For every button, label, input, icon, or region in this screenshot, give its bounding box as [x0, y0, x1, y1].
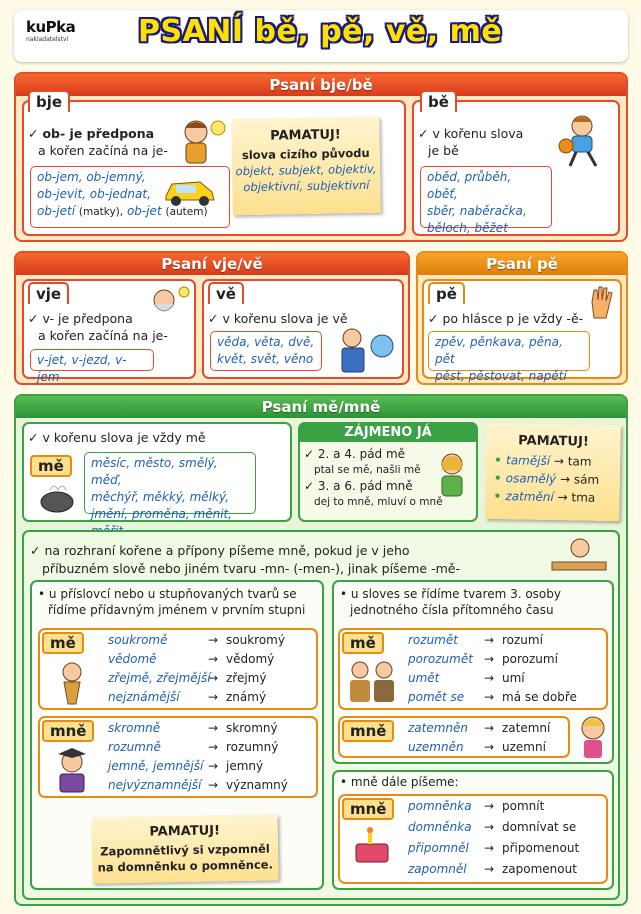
- word-form: rozumět: [408, 633, 458, 647]
- word-form: tamější: [505, 453, 551, 468]
- arrow-icon: →: [553, 490, 572, 505]
- word-form: soukromě: [108, 633, 168, 647]
- word-form: skromně: [108, 721, 161, 735]
- two-old-people-icon: [342, 658, 402, 706]
- note-rows: [485, 451, 620, 507]
- be-example-2: sběr, naběračka,: [427, 204, 527, 218]
- arrow-icon: →: [484, 671, 495, 685]
- arrow-icon: →: [484, 862, 495, 876]
- tab-pe: pě: [428, 282, 465, 304]
- note-line2: objektivní, subjektivní: [243, 177, 370, 195]
- bje-rule-line1: ob- je předpona: [42, 126, 155, 141]
- arrow-icon: →: [208, 721, 219, 735]
- vje-rule-line2: a kořen začíná na je-: [38, 328, 168, 343]
- note-title: PAMATUJ!: [149, 823, 221, 840]
- zajmeno-line2: ptal se mě, našli mě: [314, 464, 421, 476]
- prislovce-intro: • u příslovcí nebo u stupňovaných tvarů se řídíme přídavným jménem v prvním stupni: [38, 587, 306, 617]
- base-form: skromný: [226, 721, 278, 735]
- hand-icon: [586, 284, 616, 320]
- girl-icon: [432, 450, 472, 498]
- base-form: známý: [226, 690, 267, 704]
- note-title: PAMATUJ!: [518, 433, 589, 450]
- section-title: Psaní vje/vě: [16, 253, 408, 275]
- base-form: porozumí: [502, 652, 558, 666]
- tab-be: bě: [420, 90, 457, 112]
- label-dale-mne: mně: [342, 798, 394, 820]
- arrow-icon: →: [208, 671, 219, 685]
- pe-example-1: zpěv, pěnkava, pěna, pět: [435, 335, 563, 366]
- ve-example-2: květ, svět, věno: [217, 352, 314, 366]
- note-line2: na domněnku o pomněnce.: [97, 857, 274, 875]
- note-pamatuj-tamejsi: [485, 423, 621, 521]
- note-row: • osamělý → sám: [493, 470, 600, 487]
- ve-rule: ✓ v kořenu slova je vě: [208, 311, 348, 326]
- base-form: sám: [573, 472, 600, 487]
- word-form: zatemněn: [408, 721, 469, 735]
- be-examples: [420, 166, 552, 235]
- publisher-logo: [26, 18, 96, 54]
- cauldron-icon: [32, 480, 82, 516]
- label-right-me: mě: [342, 632, 384, 654]
- arrow-icon: →: [208, 778, 219, 792]
- note-row: • tamější → tam: [494, 452, 592, 469]
- word-form: domněnka: [408, 820, 472, 834]
- bje-example-3: ob-jetí (matky), ob-jet (autem): [37, 204, 208, 218]
- label-right-mne: mně: [342, 720, 394, 742]
- be-rule: ✓ v kořenu slova je bě: [418, 126, 524, 158]
- tab-ve: vě: [208, 282, 244, 304]
- car-icon: [162, 172, 218, 208]
- word-form: umět: [408, 671, 440, 685]
- rozhrani-line1: na rozhraní kořene a přípony píšeme mně, pokud je v jeho: [44, 543, 410, 558]
- be-rule-line1: v kořenu slova: [432, 126, 524, 141]
- note-pamatuj-foreign: [231, 117, 381, 216]
- word-form: připomněl: [408, 841, 469, 855]
- base-form: tma: [571, 490, 596, 505]
- arrow-icon: →: [484, 841, 495, 855]
- zajmeno-line4: dej to mně, mluví o mně: [314, 496, 443, 508]
- base-form: zřejmý: [226, 671, 267, 685]
- base-form: zapomenout: [502, 862, 577, 876]
- word-form: pomět se: [408, 690, 465, 704]
- base-form: tam: [567, 454, 592, 469]
- word-form: porozumět: [408, 652, 473, 666]
- bje-example-1: ob-jem, ob-jemný,: [37, 170, 146, 184]
- cake-icon: [346, 826, 398, 866]
- word-form: vědomě: [108, 652, 157, 666]
- bje-rule-line2: a kořen začíná na je-: [38, 143, 168, 158]
- arrow-icon: →: [484, 690, 495, 704]
- logo-subtext: nakladatelství: [26, 36, 69, 43]
- be-rule-line2: je bě: [428, 143, 459, 158]
- note-row: • zatmění → tma: [493, 488, 596, 505]
- pe-example-2: pěst, pěstovat, napětí: [435, 369, 567, 383]
- professor-icon: [46, 746, 98, 794]
- tab-bje: bje: [28, 90, 70, 112]
- note-title: PAMATUJ!: [270, 127, 341, 144]
- word-form: uzemněn: [408, 740, 464, 754]
- koren-rule: ✓ v kořenu slova je vždy mě: [28, 430, 206, 445]
- koren-example-3: jmění, proměna, měnit,: [91, 507, 233, 521]
- koren-example-1: měsíc, město, smělý, měď,: [91, 456, 218, 487]
- word-form: zatmění: [505, 489, 554, 505]
- slovesa-intro: • u sloves se řídíme tvarem 3. osoby jednotného čísla přítomného času: [340, 587, 561, 617]
- arrow-icon: →: [208, 690, 219, 704]
- thinking-boy-icon: [176, 114, 228, 166]
- arrow-icon: →: [208, 652, 219, 666]
- bje-rule: ✓ ob- je předpona a kořen začíná na je-: [28, 126, 168, 158]
- vje-rule-line1: v- je předpona: [42, 311, 133, 326]
- arrow-icon: →: [484, 820, 495, 834]
- zajmeno-line1: 2. a 4. pád mě: [317, 447, 406, 461]
- rozhrani-line2: příbuzném slově nebo jiném tvaru -mn- (-men-), jinak píšeme -mě-: [42, 561, 460, 576]
- logo-text: kuPka: [26, 18, 76, 36]
- section-title: Psaní pě: [418, 253, 626, 275]
- old-man-cane-icon: [48, 660, 98, 706]
- old-man-icon: [146, 284, 192, 326]
- zajmeno-title: ZÁJMENO JÁ: [300, 424, 476, 442]
- arrow-icon: →: [484, 652, 495, 666]
- base-form: jemný: [226, 759, 264, 773]
- koren-example-2: měchýř, měkký, mělký,: [91, 490, 229, 504]
- arrow-icon: →: [484, 799, 495, 813]
- pe-rule: ✓ po hlásce p je vždy -ě-: [428, 311, 584, 326]
- scientist-globe-icon: [330, 326, 398, 374]
- word-form: nejvýznamnější: [108, 778, 202, 792]
- section-title: Psaní bje/bě: [16, 74, 626, 96]
- desk-kid-icon: [548, 534, 610, 584]
- vje-examples: v-jet, v-jezd, v-jem: [30, 349, 154, 371]
- koren-examples: [84, 452, 256, 521]
- word-form: osamělý: [505, 471, 557, 487]
- zajmeno-line3: 3. a 6. pád mně: [317, 479, 413, 493]
- note-pamatuj-zapomnetlivy: [91, 814, 278, 883]
- arrow-icon: →: [208, 759, 219, 773]
- note-line1: Zapomnětlivý si vzpomněl: [100, 841, 270, 859]
- rozhrani-rule: ✓ na rozhraní kořene a přípony píšeme mně, pokud je v jeho příbuzném slově nebo jiném tvaru -mn- (-men-), jinak píšeme -mě-: [30, 543, 460, 576]
- base-form: umí: [502, 671, 525, 685]
- running-boy-icon: [556, 112, 612, 168]
- label-me: mě: [30, 455, 72, 477]
- label-left-me: mě: [42, 632, 84, 654]
- arrow-icon: →: [484, 721, 495, 735]
- bje-example-2: ob-jevit, ob-jednat,: [37, 187, 151, 201]
- word-form: pomněnka: [408, 799, 472, 813]
- be-example-3: běloch, běžet: [427, 221, 508, 235]
- section-title: Psaní mě/mně: [16, 396, 626, 418]
- arrow-icon: →: [556, 472, 575, 487]
- vje-rule: ✓ v- je předpona a kořen začíná na je-: [28, 311, 168, 343]
- word-form: zapomněl: [408, 862, 467, 876]
- base-form: rozumný: [226, 740, 279, 754]
- dale-intro: • mně dále píšeme:: [340, 775, 459, 789]
- arrow-icon: →: [208, 633, 219, 647]
- ve-example-1: věda, věta, dvě,: [217, 335, 315, 349]
- base-form: soukromý: [226, 633, 285, 647]
- arrow-icon: →: [208, 740, 219, 754]
- base-form: pomnít: [502, 799, 545, 813]
- word-form: rozumně: [108, 740, 161, 754]
- arrow-icon: →: [484, 740, 495, 754]
- base-form: rozumí: [502, 633, 543, 647]
- page-title: PSANÍ bě, pě, vě, mě: [138, 14, 503, 49]
- base-form: uzemní: [502, 740, 546, 754]
- base-form: domnívat se: [502, 820, 577, 834]
- pe-examples: [428, 331, 590, 383]
- word-form: zřejmě, zřejmější: [108, 671, 211, 685]
- base-form: má se dobře: [502, 690, 577, 704]
- label-left-mne: mně: [42, 720, 94, 742]
- be-example-1: oběd, průběh, oběť,: [427, 170, 512, 201]
- base-form: významný: [226, 778, 288, 792]
- base-form: vědomý: [226, 652, 275, 666]
- arrow-icon: →: [484, 633, 495, 647]
- girl-head-icon: [576, 712, 610, 762]
- ve-examples: [210, 331, 322, 371]
- arrow-icon: →: [549, 453, 568, 469]
- base-form: zatemní: [502, 721, 551, 735]
- tab-vje: vje: [28, 282, 69, 304]
- word-form: jemně, jemnější: [108, 759, 204, 773]
- note-line1: objekt, subjekt, objektiv,: [235, 161, 377, 179]
- word-form: nejznámější: [108, 690, 180, 704]
- base-form: připomenout: [502, 841, 580, 855]
- note-subtitle: slova cizího původu: [241, 145, 370, 163]
- zajmeno-content: ✓ 2. a 4. pád mě ptal se mě, našli mě ✓ 3. a 6. pád mně dej to mně, mluví o mně: [304, 447, 443, 508]
